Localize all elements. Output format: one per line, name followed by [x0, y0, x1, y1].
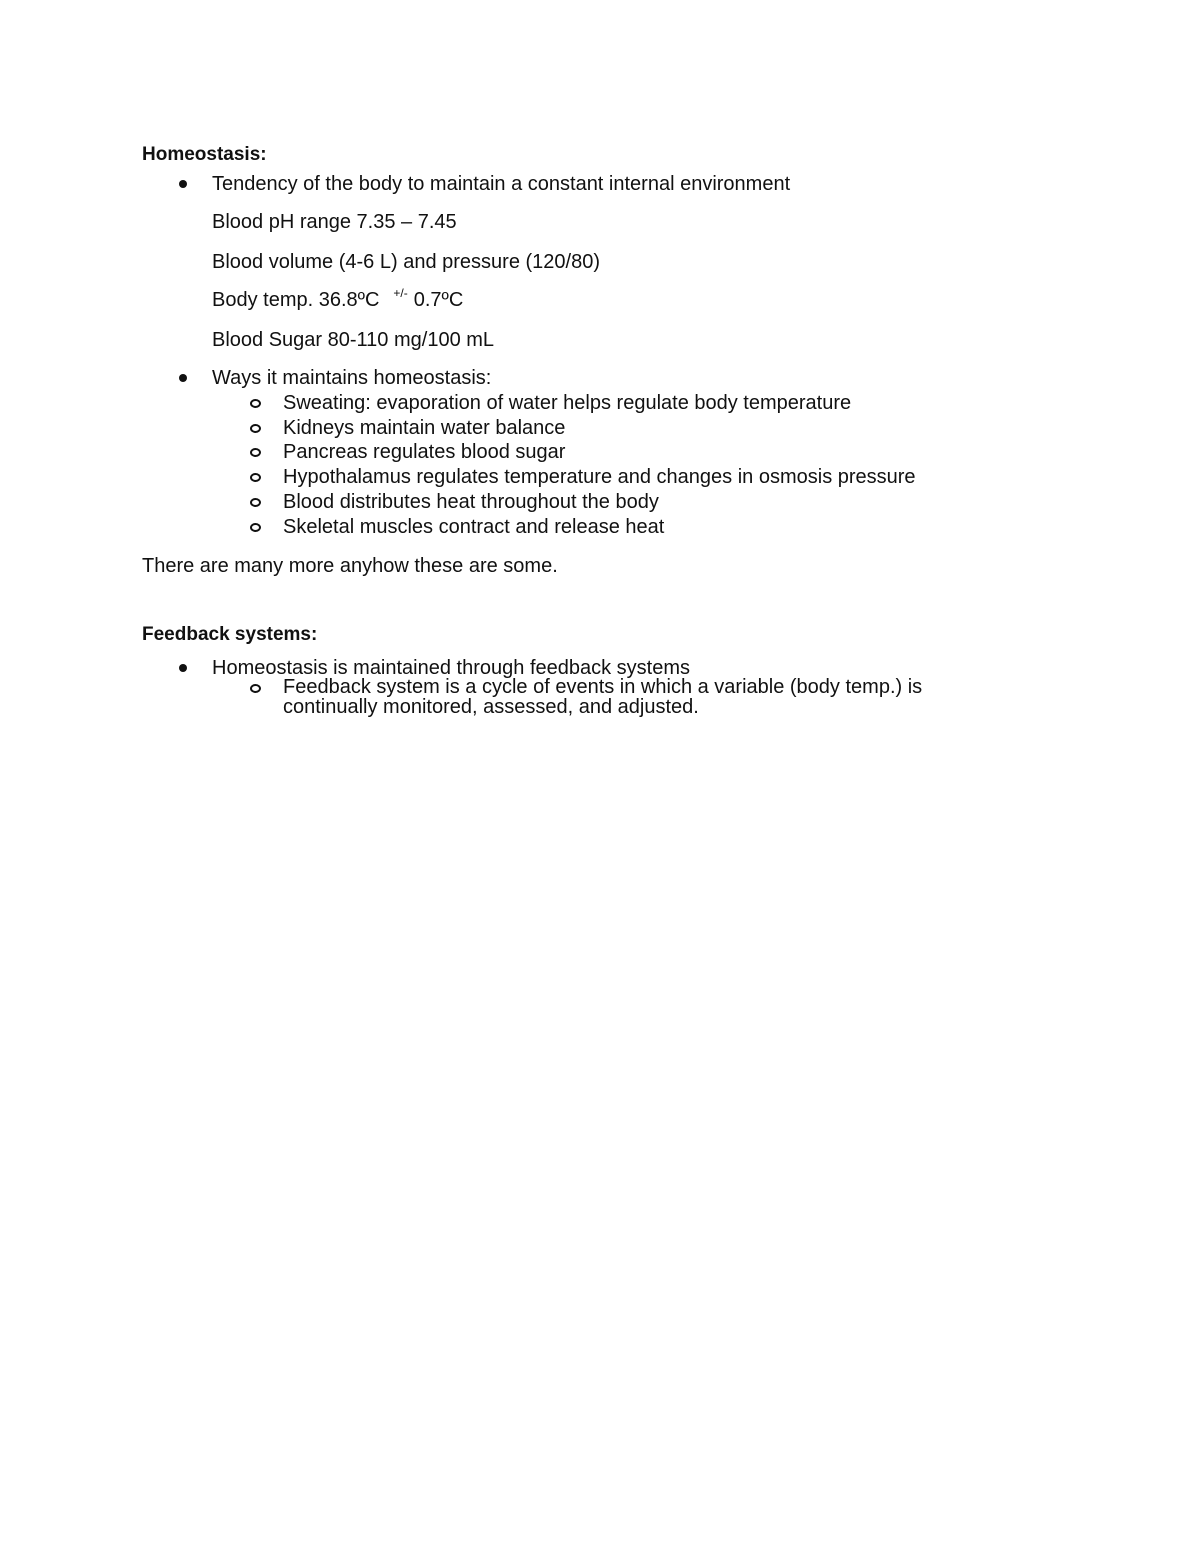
bullet-dot-icon: [179, 664, 187, 672]
list-item: Pancreas regulates blood sugar: [283, 441, 566, 463]
heading-homeostasis: Homeostasis:: [142, 144, 267, 165]
list-item-continuation: continually monitored, assessed, and adjusted.: [283, 696, 699, 718]
bullet-circle-icon: [250, 684, 261, 693]
list-item: Hypothalamus regulates temperature and changes in osmosis pressure: [283, 466, 916, 488]
blood-sugar-range: Blood Sugar 80-110 mg/100 mL: [212, 329, 495, 351]
bullet-circle-icon: [250, 473, 261, 482]
body-temp-label: Body temp. 36.8ºC: [212, 289, 380, 311]
list-item: Blood distributes heat throughout the body: [283, 491, 659, 513]
heading-feedback-systems: Feedback systems:: [142, 624, 318, 645]
bullet-dot-icon: [179, 374, 187, 382]
list-item: Feedback system is a cycle of events in which a variable (body temp.) is: [283, 676, 923, 698]
list-item: Tendency of the body to maintain a constant internal environment: [212, 173, 791, 195]
list-item: Sweating: evaporation of water helps regulate body temperature: [283, 392, 852, 414]
body-temp-tolerance: 0.7ºC: [413, 289, 464, 311]
bullet-circle-icon: [250, 523, 261, 532]
bullet-circle-icon: [250, 498, 261, 507]
plus-minus-sign: +/-: [393, 286, 408, 300]
list-item: Homeostasis is maintained through feedback systems: [212, 657, 691, 679]
list-item: Skeletal muscles contract and release heat: [283, 516, 665, 538]
bullet-dot-icon: [179, 180, 187, 188]
list-item: Ways it maintains homeostasis:: [212, 367, 492, 389]
bullet-circle-icon: [250, 399, 261, 408]
closing-note: There are many more anyhow these are some.: [142, 555, 558, 577]
bullet-circle-icon: [250, 448, 261, 457]
blood-ph-range: Blood pH range 7.35 – 7.45: [212, 211, 457, 233]
blood-volume-pressure: Blood volume (4-6 L) and pressure (120/80): [212, 251, 600, 273]
body-temperature: [212, 286, 464, 313]
bullet-circle-icon: [250, 424, 261, 433]
list-item: Kidneys maintain water balance: [283, 417, 566, 439]
